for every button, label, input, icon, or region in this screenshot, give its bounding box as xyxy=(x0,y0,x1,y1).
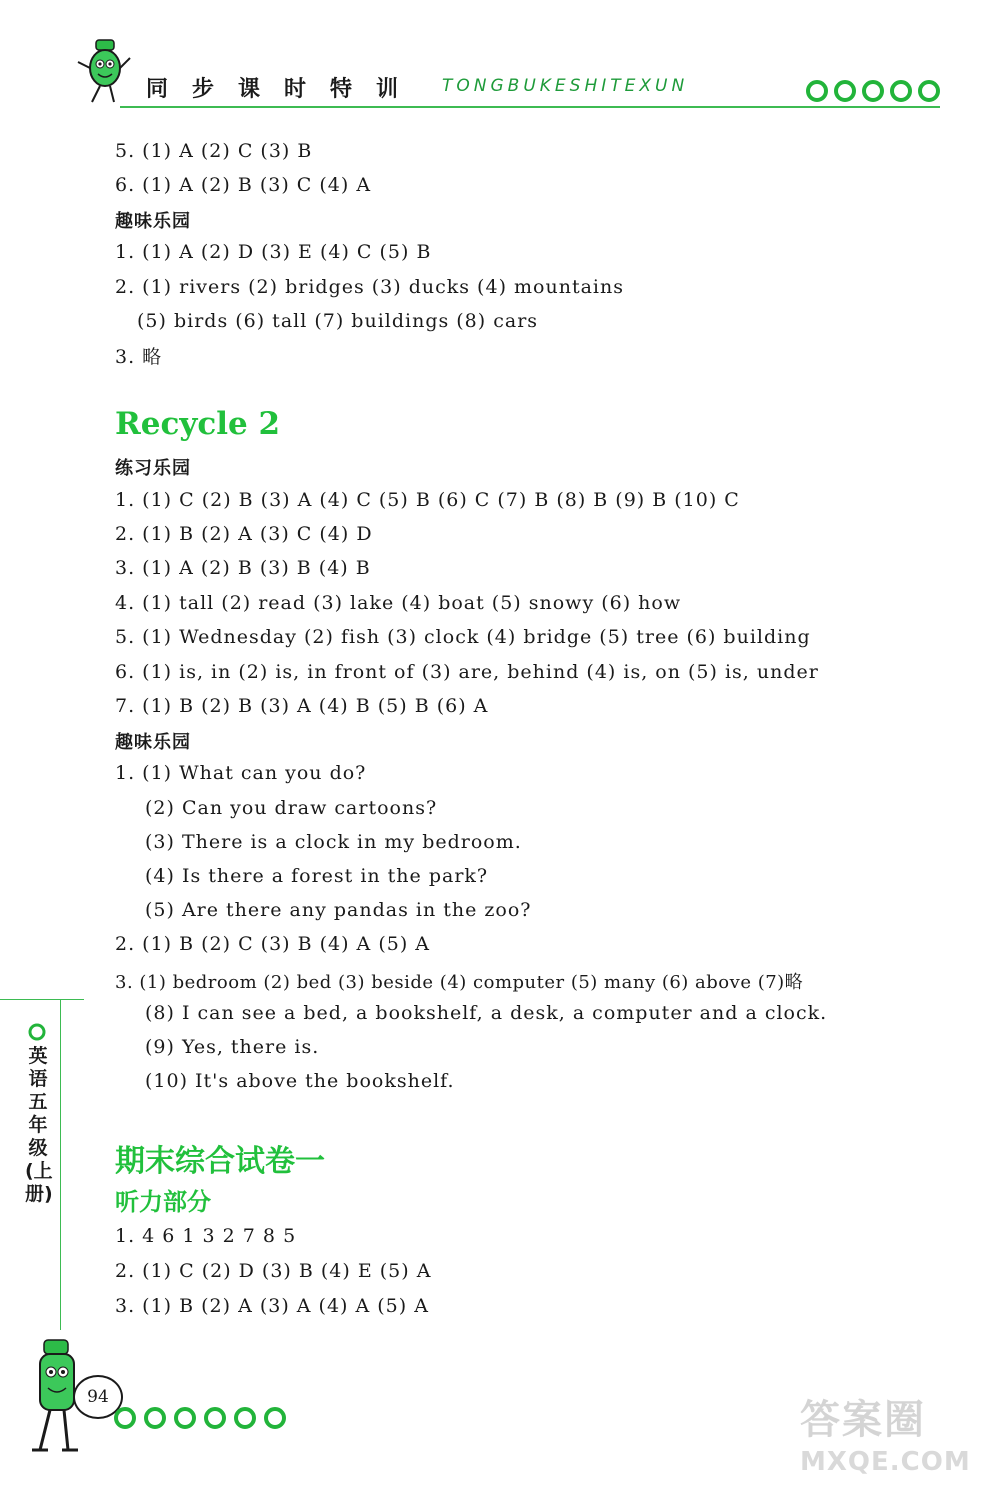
answer-line: 6. (1) A (2) B (3) C (4) A xyxy=(115,174,372,196)
circle-icon xyxy=(27,1022,47,1042)
answer-line: 2. (1) rivers (2) bridges (3) ducks (4) mountains xyxy=(115,276,624,298)
answer-line: (4) Is there a forest in the park? xyxy=(145,865,489,887)
answer-line: (9) Yes, there is. xyxy=(145,1036,320,1058)
answer-line: 5. (1) Wednesday (2) fish (3) clock (4) bridge (5) tree (6) building xyxy=(115,626,811,648)
answer-line: 5. (1) A (2) C (3) B xyxy=(115,140,313,162)
answer-line: (3) There is a clock in my bedroom. xyxy=(145,831,522,853)
pencil-mascot-icon xyxy=(72,36,134,106)
circle-icon xyxy=(234,1407,256,1429)
series-title xyxy=(134,72,410,103)
watermark xyxy=(800,1388,971,1477)
answer-line: 2. (1) B (2) C (3) B (4) A (5) A xyxy=(115,933,430,955)
circle-icon xyxy=(890,80,912,102)
circle-icon xyxy=(204,1407,226,1429)
section-heading: 期末综合试卷一 xyxy=(115,1144,325,1179)
page-header xyxy=(0,0,1000,120)
section-subheading: 练习乐园 xyxy=(115,458,191,479)
answer-line: (10) It's above the bookshelf. xyxy=(145,1070,455,1092)
answer-line: 4. (1) tall (2) read (3) lake (4) boat (5) snowy (6) how xyxy=(115,592,682,614)
watermark-url: MXQE.COM xyxy=(800,1447,971,1477)
answer-line: 3. (1) bedroom (2) bed (3) beside (4) computer (5) many (6) above (7)略 xyxy=(115,972,804,993)
answer-line: 1. (1) A (2) D (3) E (4) C (5) B xyxy=(115,241,432,263)
answer-line: (2) Can you draw cartoons? xyxy=(145,797,438,819)
answer-line: 2. (1) B (2) A (3) C (4) D xyxy=(115,523,373,545)
footer-circles-decoration xyxy=(114,1407,286,1429)
answer-line: 3. (1) B (2) A (3) A (4) A (5) A xyxy=(115,1295,429,1317)
answer-line: 3. 略 xyxy=(115,346,163,368)
section-subheading: 趣味乐园 xyxy=(115,732,191,753)
answer-line: 1. (1) What can you do? xyxy=(115,762,367,784)
circle-icon xyxy=(144,1407,166,1429)
title-char: 特 xyxy=(329,77,352,102)
title-char: 课 xyxy=(237,77,260,102)
answer-line: (8) I can see a bed, a bookshelf, a desk, a computer and a clock. xyxy=(145,1002,828,1024)
circle-icon xyxy=(862,80,884,102)
title-char: 训 xyxy=(375,77,398,102)
page-number: 94 xyxy=(73,1375,123,1419)
subject-grade-label: 英语 五年级(上册) xyxy=(25,1045,53,1205)
answer-line: 1. 4 6 1 3 2 7 8 5 xyxy=(115,1225,297,1247)
section-subheading: 趣味乐园 xyxy=(115,211,191,232)
circle-icon xyxy=(806,80,828,102)
answer-line: 1. (1) C (2) B (3) A (4) C (5) B (6) C (7) B (8) B (9) B (10) C xyxy=(115,489,740,511)
answer-line: (5) birds (6) tall (7) buildings (8) cars xyxy=(137,310,539,332)
circle-icon xyxy=(834,80,856,102)
answer-line: (5) Are there any pandas in the zoo? xyxy=(145,899,532,921)
title-char: 时 xyxy=(283,77,306,102)
title-char: 同 xyxy=(145,77,168,102)
watermark-logo: 答案圈 xyxy=(800,1397,926,1443)
answer-line: 2. (1) C (2) D (3) B (4) E (5) A xyxy=(115,1260,432,1282)
side-divider xyxy=(60,1000,61,1330)
header-circles-decoration xyxy=(806,80,940,102)
circle-icon xyxy=(264,1407,286,1429)
answer-line: 6. (1) is, in (2) is, in front of (3) are, behind (4) is, on (5) is, under xyxy=(115,661,819,683)
series-pinyin: TONGBUKESHITEXUN xyxy=(442,76,689,96)
header-divider xyxy=(120,106,940,108)
circle-icon xyxy=(918,80,940,102)
section-heading: Recycle 2 xyxy=(115,406,281,442)
circle-icon xyxy=(114,1407,136,1429)
answer-line: 3. (1) A (2) B (3) B (4) B xyxy=(115,557,371,579)
title-char: 步 xyxy=(191,77,214,102)
side-divider xyxy=(0,999,84,1000)
section-heading: 听力部分 xyxy=(115,1188,211,1216)
circle-icon xyxy=(174,1407,196,1429)
answer-line: 7. (1) B (2) B (3) A (4) B (5) B (6) A xyxy=(115,695,489,717)
